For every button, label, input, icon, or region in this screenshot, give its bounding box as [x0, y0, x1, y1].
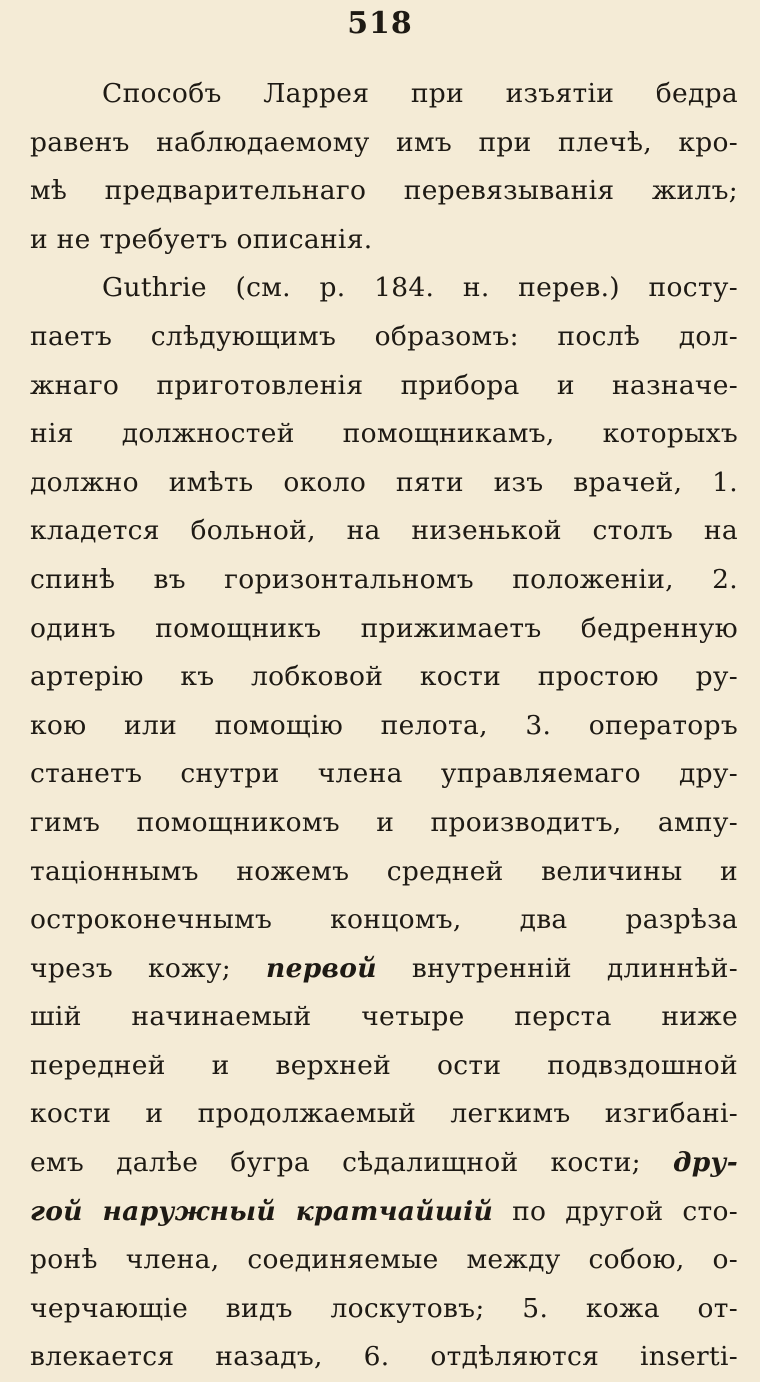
italic-text: первой [266, 952, 377, 984]
text-segment: таціоннымъ ножемъ средней величины и [30, 855, 738, 887]
text-segment: чрезъ кожу; [30, 952, 266, 984]
text-segment: емъ далѣе бугра сѣдалищной кости; [30, 1147, 673, 1179]
text-segment: кости и продолжаемый легкимъ изгибані- [30, 1098, 738, 1130]
italic-text: дру- [672, 1147, 738, 1179]
text-segment: Способъ Ларрея при изъятіи бедра [102, 78, 738, 109]
text-segment: Guthrie (см. р. 184. н. перев.) посту- [102, 272, 738, 304]
text-segment: и не требуетъ описанія. [30, 223, 373, 255]
text-segment: передней и верхней ости подвздошной [30, 1049, 738, 1081]
text-segment: равенъ наблюдаемому имъ при плечѣ, кро- [30, 126, 738, 158]
text-line [30, 896, 738, 945]
text-line [30, 1139, 738, 1188]
text-segment: должно имѣть около пяти изъ врачей, 1. [30, 466, 738, 498]
text-line [30, 1333, 738, 1382]
page-number: 518 [347, 6, 413, 41]
text-segment: мѣ предварительнаго перевязыванія жилъ; [30, 175, 738, 207]
text-line [30, 750, 738, 799]
text-segment: нія должностей помощникамъ, которыхъ [30, 418, 738, 450]
text-segment: паетъ слѣдующимъ образомъ: послѣ дол- [30, 320, 738, 352]
text-line [30, 1285, 738, 1334]
text-line [30, 70, 738, 119]
text-line [30, 167, 738, 216]
text-line [30, 1188, 738, 1237]
text-segment: одинъ помощникъ прижимаетъ бедренную [30, 612, 738, 644]
italic-text: гой наружный кратчайшій [30, 1195, 494, 1227]
text-segment: станетъ снутри члена управляемаго дру- [30, 758, 738, 790]
text-segment: влекается назадъ, 6. отдѣляются inserti- [30, 1341, 738, 1373]
text-line [30, 945, 738, 994]
text-segment: спинѣ въ горизонтальномъ положеніи, 2. [30, 563, 738, 595]
text-segment: черчающіе видъ лоскутовъ; 5. кожа от- [30, 1292, 738, 1324]
text-segment: по другой сто- [493, 1195, 738, 1227]
text-line [30, 605, 738, 654]
text-line [30, 1042, 738, 1091]
text-line [30, 993, 738, 1042]
text-line [30, 1236, 738, 1285]
text-segment: шій начинаемый четыре перста ниже [30, 1001, 738, 1033]
text-segment: остроконечнымъ концомъ, два разрѣза [30, 904, 738, 936]
text-line [30, 848, 738, 897]
text-line [30, 216, 738, 265]
text-line [30, 556, 738, 605]
text-segment: артерію къ лобковой кости простою ру- [30, 661, 738, 693]
text-segment: жнаго приготовленія прибора и назначе- [30, 369, 738, 401]
text-line [30, 1090, 738, 1139]
text-line [30, 459, 738, 508]
text-segment: кладется больной, на низенькой столъ на [30, 515, 738, 547]
text-segment: кою или помощію пелота, 3. операторъ [30, 709, 738, 741]
text-line [30, 119, 738, 168]
text-segment: гимъ помощникомъ и производитъ, ампу- [30, 806, 738, 838]
text-line [30, 799, 738, 848]
text-line [30, 313, 738, 362]
text-segment: ронѣ члена, соединяемые между собою, о- [30, 1244, 738, 1276]
text-line [30, 264, 738, 313]
text-line [30, 507, 738, 556]
body-text [30, 70, 738, 1382]
text-line [30, 362, 738, 411]
text-line [30, 653, 738, 702]
text-segment: внутренній длиннѣй- [376, 952, 738, 984]
text-line [30, 702, 738, 751]
text-line [30, 410, 738, 459]
